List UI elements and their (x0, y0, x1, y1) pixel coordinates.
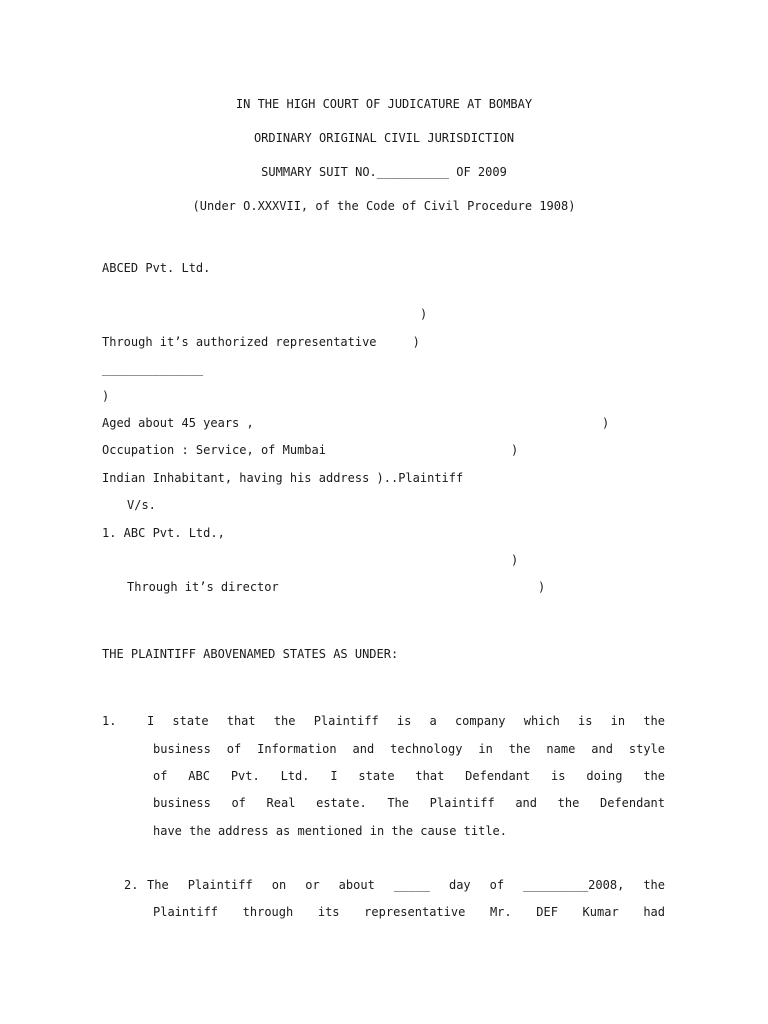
paragraph-number: 1. (102, 714, 117, 728)
paragraph-line: business of Real estate. The Plaintiff and the Defendant (153, 796, 665, 810)
paragraph-line: I state that the Plaintiff is a company which is in the (147, 714, 665, 728)
defendant-paren: ) (511, 553, 519, 567)
versus: V/s. (127, 498, 156, 512)
plaintiff-inhabitant: Indian Inhabitant, having his address )..Plaintiff (102, 471, 464, 485)
plaintiff-occupation: Occupation : Service, of Mumbai (102, 443, 326, 457)
plaintiff-name: ABCED Pvt. Ltd. (102, 261, 211, 275)
jurisdiction-heading: ORDINARY ORIGINAL CIVIL JURISDICTION (253, 131, 515, 145)
age-paren: ) (602, 416, 610, 430)
defendant-name: 1. ABC Pvt. Ltd., (102, 526, 225, 540)
plaintiff-age: Aged about 45 years , (102, 416, 254, 430)
paragraph-line: Plaintiff through its representative Mr. DEF Kumar had (153, 905, 665, 919)
occupation-paren: ) (511, 443, 519, 457)
paragraph-line: The Plaintiff on or about _____ day of _________2008, the (147, 878, 665, 892)
paragraph-number: 2. (124, 878, 139, 892)
plaintiff-paren-2: ) (102, 389, 110, 403)
plaintiff-paren: ) (420, 307, 428, 321)
director-paren: ) (538, 580, 546, 594)
paragraph-line: of ABC Pvt. Ltd. I state that Defendant is doing the (153, 769, 665, 783)
states-heading: THE PLAINTIFF ABOVENAMED STATES AS UNDER: (102, 647, 399, 661)
plaintiff-representative: Through it’s authorized representative ) (102, 335, 420, 349)
paragraph-line: business of Information and technology in the name and style (153, 742, 665, 756)
representative-blank: ______________ (102, 362, 204, 376)
court-heading: IN THE HIGH COURT OF JUDICATURE AT BOMBAY (235, 97, 533, 111)
suit-number: SUMMARY SUIT NO.__________ OF 2009 (261, 165, 507, 179)
paragraph-line: have the address as mentioned in the cause title. (153, 824, 508, 838)
defendant-director: Through it’s director (127, 580, 279, 594)
statute-reference: (Under O.XXXVII, of the Code of Civil Procedure 1908) (192, 199, 576, 213)
